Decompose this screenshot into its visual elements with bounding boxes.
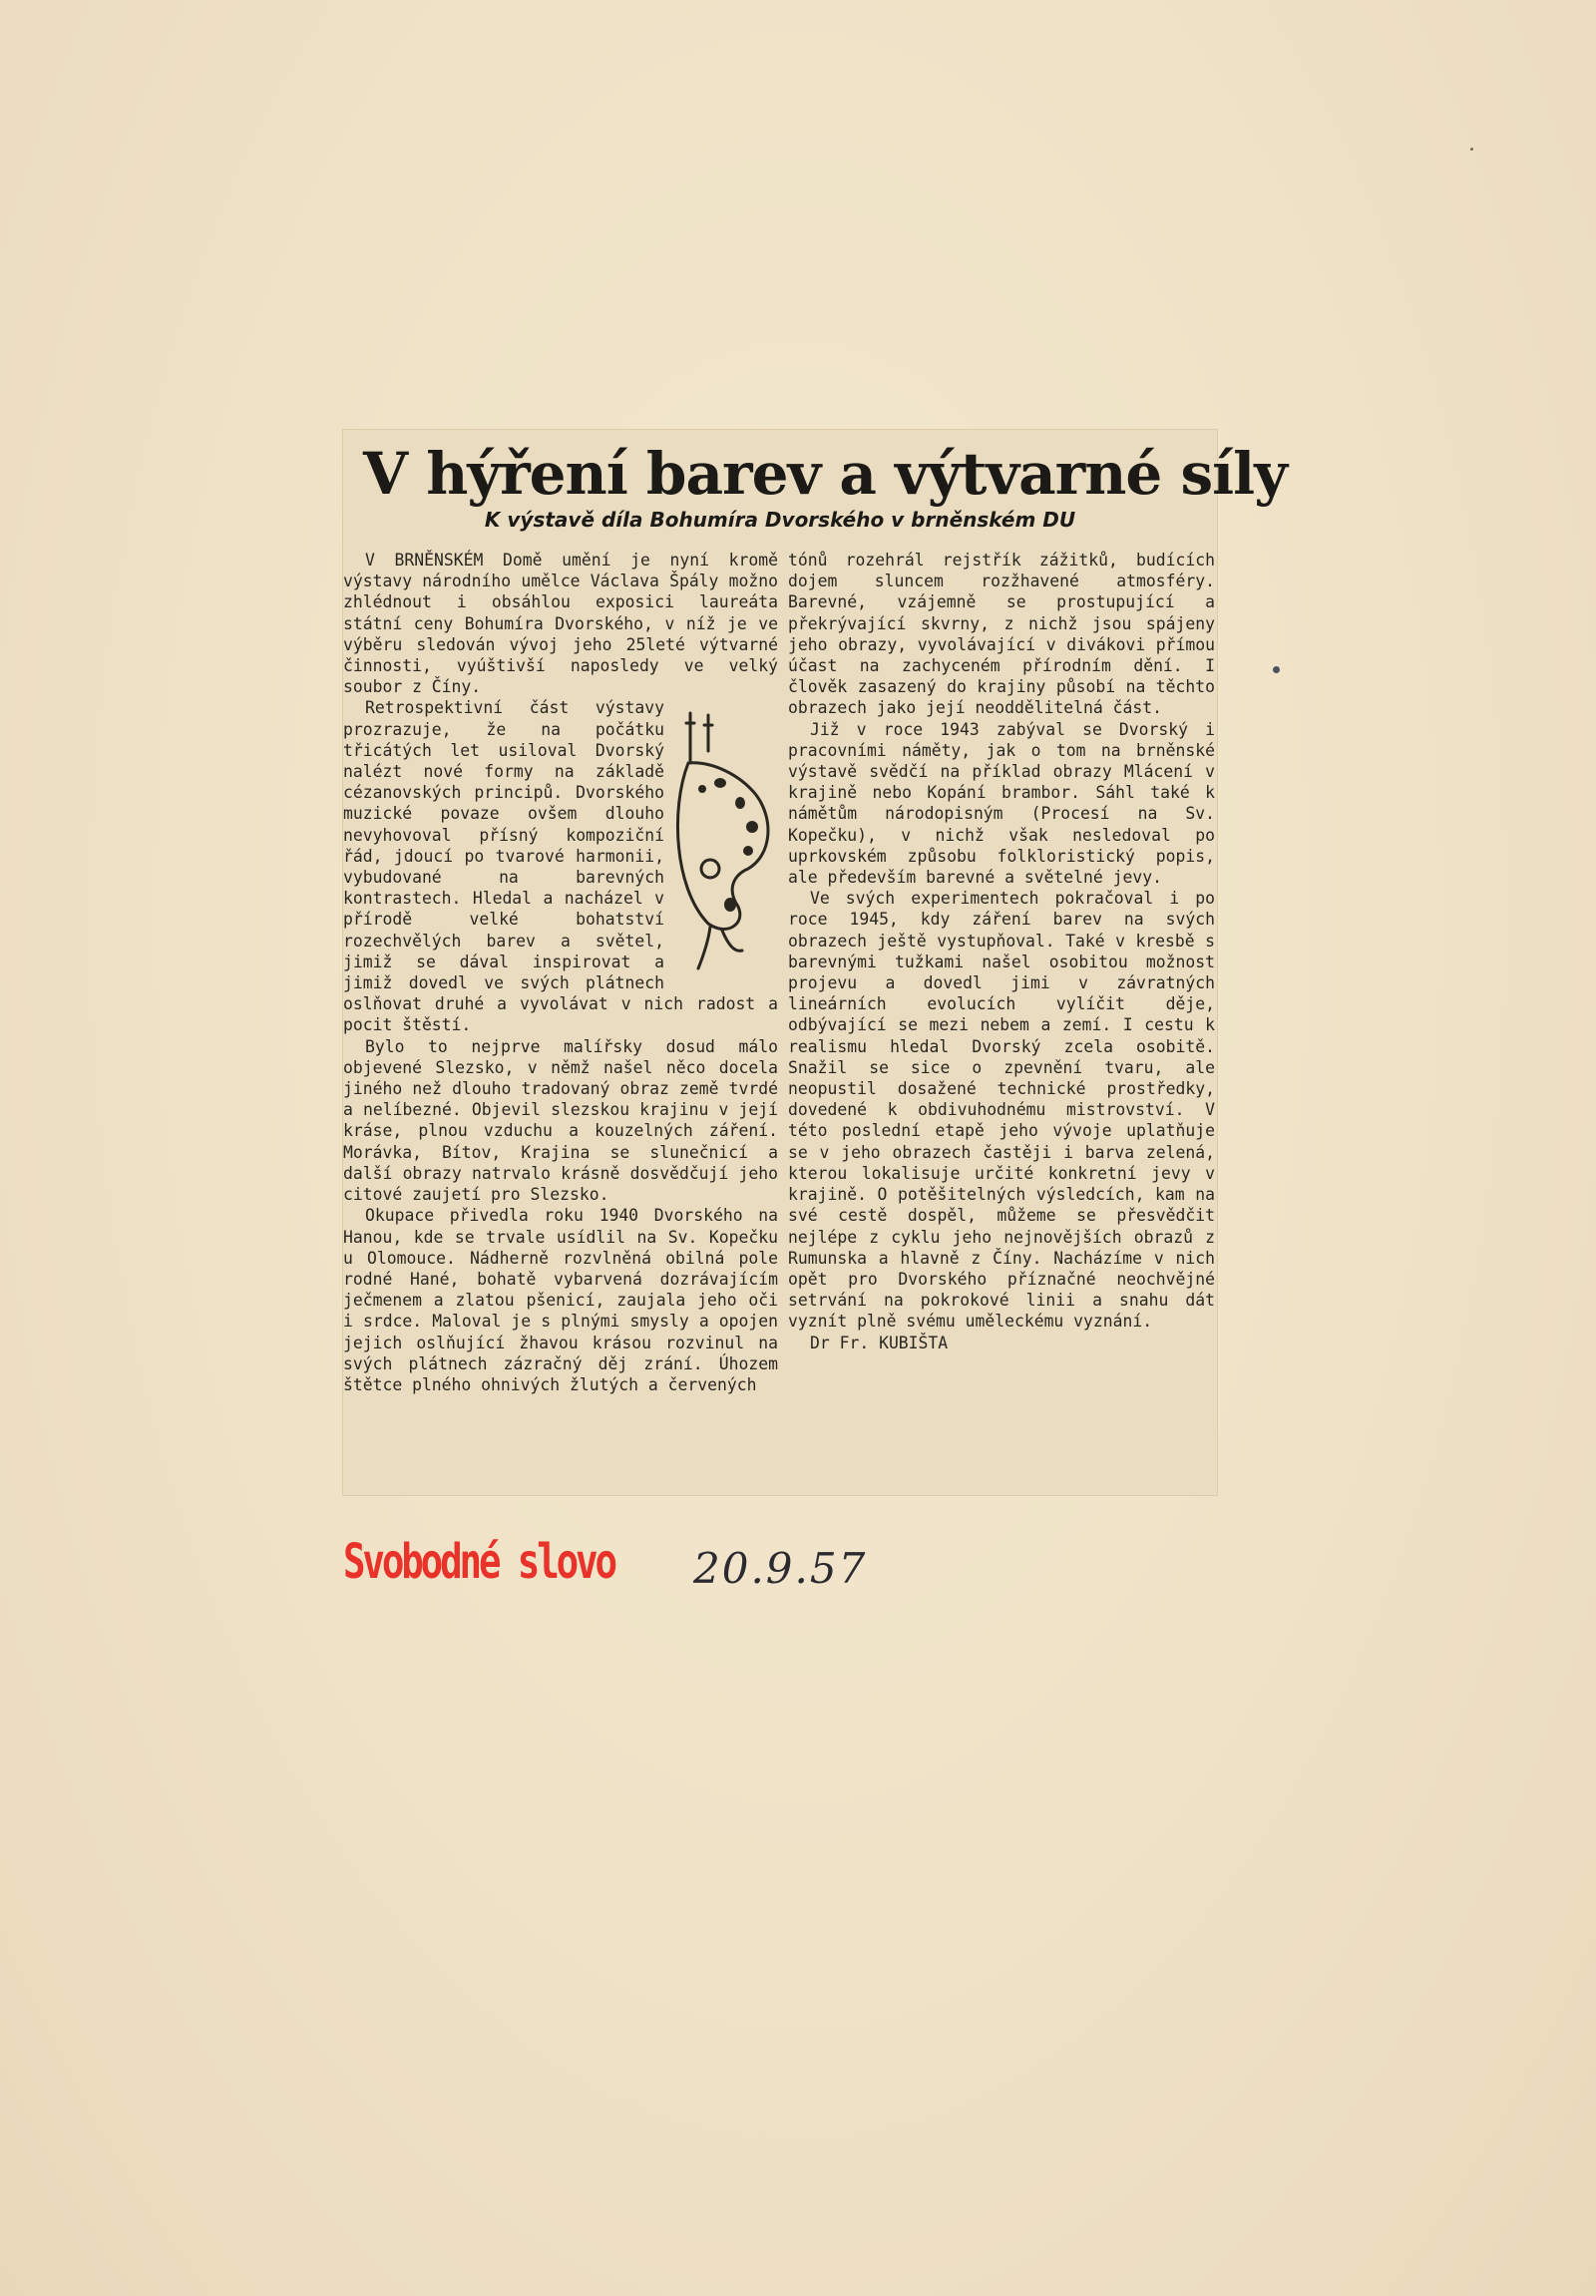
- article-paragraph: Retrospektivní část výstavy prozrazuje, že na počátku třicátých let usiloval Dvorský nalézt nové formy na základě cézanovských principů. Dvorského muzické povaze ovšem dlouho nevyhovoval přísný kompoziční řád, jdoucí po tvarové harmonii, vybudované na barevných kontrastech. Hledal a nacházel v přírodě velké bohatství rozechvělých barev a světel, jimiž se dával inspirovat a jimiž dovedl ve svých plátnech oslňovat druhé a vyvolávat v nich radost a pocit štěstí.: [343, 698, 778, 1035]
- article-paragraph: Již v roce 1943 zabýval se Dvorský i pracovními náměty, jak o tom na brněnské výstavě svědčí na příklad obrazy Mlácení v krajině nebo Kopání brambor. Sáhl také k námětům národopisným (Procesí na Sv. Kopečku), v nichž však nesledoval po uprkovském způsobu folkloristický popis, ale především barevné a světelné jevy.: [788, 719, 1215, 888]
- article-paragraph: Ve svých experimentech pokračoval i po roce 1945, kdy záření barev na svých obrazech ještě vystupňoval. Také v kresbě s barevnými tužkami našel osobitou možnost projevu a dovedl jimi v závratných lineárních evolucích vylíčit děje, odbývající se mezi nebem a zemí. I cestu k realismu hledal Dvorský zcela osobitě. Snažil se sice o zpevnění tvaru, ale neopustil dosažené technické prostředky, dovedené k obdivuhodnému mistrovství. V této poslední etapě jeho vývoje uplatňuje se v jeho obrazech častěji i barva zelená, kterou lokalisuje určité konkretní jevy v krajině. O potěšitelných výsledcích, kam na své cestě dospěl, můžeme se přesvědčit nejlépe z cyklu jeho nejnovějších obrazů z Rumunska a hlavně z Číny. Nacházíme v nich opět pro Dvorského příznačné neochvějné setrvání na pokrokové linii a snahu dát vyznít plně svému uměleckému vyznání.: [788, 889, 1215, 1332]
- paper-speck: [1470, 148, 1473, 151]
- handwritten-date: 20.9.57: [693, 1544, 868, 1593]
- palette-brushes-icon: [668, 699, 778, 978]
- article-subheadline: K výstavě díla Bohumíra Dvorského v brněnském DU: [484, 508, 1076, 532]
- article-paragraph: Bylo to nejprve malířsky dosud málo objevené Slezsko, v němž našel něco docela jiného než dlouho tradovaný obraz země tvrdé a nelíbezné. Objevil slezskou krajinu v její kráse, plnou vzduchu a kouzelných záření. Morávka, Bítov, Krajina se slunečnicí a další obrazy natrvalo krásně dosvědčují jeho citové zaujetí pro Slezsko.: [343, 1036, 778, 1205]
- article-byline: Dr Fr. KUBIŠTA: [810, 1333, 949, 1352]
- article-column-right: [788, 550, 1215, 1482]
- article-paragraph: V BRNĚNSKÉM Domě umění je nyní kromě výstavy národního umělce Václava Špály možno zhlédnout i obsáhlou exposici laureáta státní ceny Bohumíra Dvorského, v níž je ve výběru sledován vývoj jeho 25leté výtvarné činnosti, vyúštivší naposledy ve velký soubor z Číny.: [343, 551, 778, 697]
- newspaper-name-stamp: Svobodné slovo: [343, 1534, 614, 1590]
- article-headline: V hýření barev a výtvarné síly: [363, 440, 1287, 508]
- article-column-left: [343, 550, 778, 1482]
- newspaper-clipping: [343, 430, 1287, 1495]
- article-paragraph: tónů rozehrál rejstřík zážitků, budících dojem sluncem rozžhavené atmosféry. Barevné, vzájemně se prostupující a překrývající skvrny, z nichž jsou spájeny jeho obrazy, vyvolávající v divákovi přímou účast na zachyceném přírodním dění. I člověk zasazený do krajiny působí na těchto obrazech jako její neoddělitelná část.: [788, 551, 1215, 718]
- article-paragraph: Okupace přivedla roku 1940 Dvorského na Hanou, kde se trvale usídlil na Sv. Kopečku u Olomouce. Nádherně rozvlněná obilná pole rodné Hané, bohatě vybarvená dozrávajícím ječmenem a zlatou pšenicí, zaujala jeho oči i srdce. Maloval je s plnými smysly a opojen jejich oslňující žhavou krásou rozvinul na svých plátnech zázračný děj zrání. Úhozem štětce plného ohnivých žlutých a červených: [343, 1206, 778, 1394]
- ink-speck: [1273, 666, 1280, 673]
